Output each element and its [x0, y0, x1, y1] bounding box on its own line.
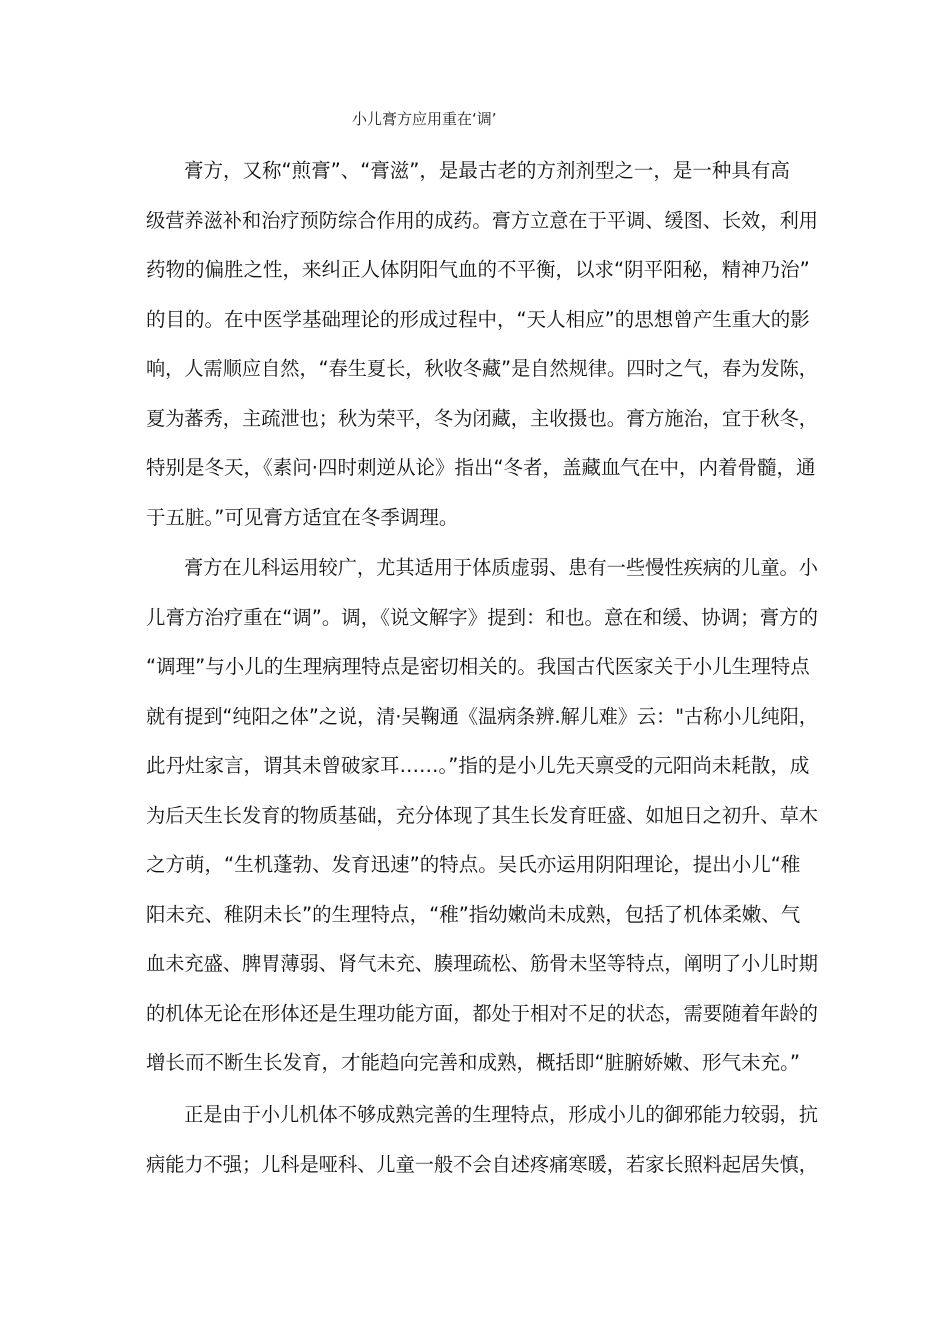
paragraph-3: [146, 1090, 818, 1189]
text-line: 膏方，又称“煎膏”、“膏滋”，是最古老的方剂剂型之一，是一种具有高: [184, 159, 790, 182]
text-line: 此丹灶家言，谓其未曾破家耳……。”指的是小儿先天禀受的元阳尚未耗散，成: [146, 754, 810, 777]
text-line: 为后天生长发育的物质基础，充分体现了其生长发育旺盛、如旭日之初升、草木: [146, 803, 818, 827]
text-line: 的机体无论在形体还是生理功能方面，都处于相对不足的状态，需要随着年龄的: [146, 1001, 818, 1025]
text-line: 级营养滋补和治疗预防综合作用的成药。膏方立意在于平调、缓图、长效，利用: [146, 208, 818, 232]
text-line: 血未充盛、脾胃薄弱、肾气未充、腠理疏松、筋骨未坚等特点，阐明了小儿时期: [146, 952, 818, 975]
text-line: 就有提到“纯阳之体”之说，清·吴鞠通《温病条辨.解儿难》云："古称小儿纯阳，: [146, 704, 818, 728]
text-line: 于五脏。”可见膏方适宜在冬季调理。: [146, 505, 459, 529]
paragraph-1: [146, 146, 818, 542]
text-line: 特别是冬天，《素问·四时刺逆从论》指出“冬者，盖藏血气在中，内着骨髓，通: [146, 456, 816, 479]
text-line: 儿膏方治疗重在“调”。调，《说文解字》提到：和也。意在和缓、协调；膏方的: [146, 605, 818, 629]
text-line: 正是由于小儿机体不够成熟完善的生理特点，形成小儿的御邪能力较弱，抗: [184, 1103, 818, 1126]
text-line: 病能力不强；儿科是哑科、儿童一般不会自述疼痛寒暖，若家长照料起居失慎，: [146, 1152, 818, 1176]
text-line: 膏方在儿科运用较广，尤其适用于体质虚弱、患有一些慢性疾病的儿童。小: [184, 556, 818, 579]
document-title: 小儿膏方应用重在‘调’: [352, 110, 497, 128]
text-line: 增长而不断生长发育，才能趋向完善和成熟，概括即“脏腑娇嫩、形气未充。”: [146, 1051, 800, 1074]
text-line: 的目的。在中医学基础理论的形成过程中，“天人相应”的思想曾产生重大的影: [146, 307, 810, 331]
text-line: 夏为蕃秀，主疏泄也；秋为荣平，冬为闭藏，主收摄也。膏方施治，宜于秋冬，: [146, 406, 818, 430]
paragraph-2: [146, 543, 818, 1088]
text-line: “调理”与小儿的生理病理特点是密切相关的。我国古代医家关于小儿生理特点: [146, 655, 810, 678]
text-line: 药物的偏胜之性，来纠正人体阴阳气血的不平衡，以求“阴平阳秘，精神乃治”: [146, 258, 810, 281]
text-line: 阳未充、稚阴未长”的生理特点，“稚”指幼嫩尚未成熟，包括了机体柔嫩、气: [146, 902, 801, 926]
text-line: 响，人需顺应自然，“春生夏长，秋收冬藏”是自然规律。四时之气，春为发陈，: [146, 357, 818, 380]
text-line: 之方萌，“生机蓬勃、发育迅速”的特点。吴氏亦运用阴阳理论，提出小儿“稚: [146, 853, 801, 876]
